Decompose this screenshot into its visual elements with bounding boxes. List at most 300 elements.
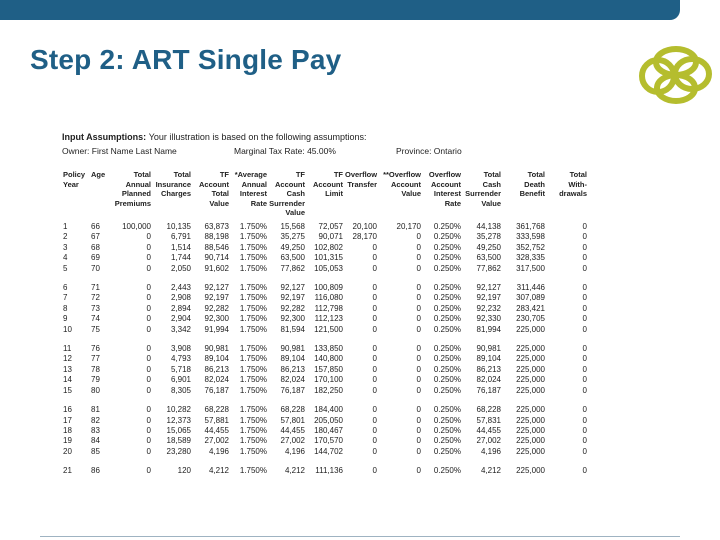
table-cell: 0	[146, 425, 151, 435]
table-cell: 157,850	[314, 364, 343, 374]
table-cell: 0	[582, 405, 587, 415]
table-cell: 1.750%	[239, 466, 267, 476]
table-body	[62, 222, 588, 477]
table-cell: 0	[416, 263, 421, 273]
table-cell: 0	[372, 242, 377, 252]
table-cell: 89,104	[476, 354, 501, 364]
table-cell: 140,800	[314, 354, 343, 364]
table-cell: 184,400	[314, 405, 343, 415]
table-cell: 13	[63, 364, 72, 374]
table-cell: 328,335	[516, 253, 545, 263]
table-cell: 1.750%	[239, 385, 267, 395]
table-cell: 0.250%	[433, 232, 461, 242]
spacer-cell	[62, 457, 588, 466]
table-row	[62, 386, 588, 396]
table-cell: 0	[416, 324, 421, 334]
column-header: Total Cash Surrender Value	[465, 170, 501, 208]
table-row	[62, 447, 588, 457]
table-row	[62, 253, 588, 263]
table-cell: 3,342	[170, 324, 191, 334]
table-cell: 0	[372, 405, 377, 415]
table-cell: 317,500	[516, 263, 545, 273]
table-cell: 0	[146, 314, 151, 324]
table-cell: 0.250%	[433, 446, 461, 456]
table-cell: 91,994	[204, 324, 229, 334]
table-cell: 12,373	[166, 415, 191, 425]
table-cell: 7	[63, 293, 68, 303]
table-cell: 20,100	[352, 222, 377, 231]
table-cell: 1	[63, 222, 68, 231]
table-cell: 225,000	[516, 375, 545, 385]
table-cell: 1.750%	[239, 405, 267, 415]
table-cell: 0	[146, 415, 151, 425]
column-header: Policy Year	[63, 170, 86, 189]
table-cell: 10,135	[166, 222, 191, 231]
table-row	[62, 222, 588, 232]
table-row	[62, 243, 588, 253]
table-row	[62, 283, 588, 293]
table-cell: 0	[416, 232, 421, 242]
table-cell: 20,170	[396, 222, 421, 231]
table-cell: 86,213	[280, 364, 305, 374]
table-cell: 0	[582, 364, 587, 374]
table-cell: 0	[372, 303, 377, 313]
table-cell: 0	[146, 436, 151, 446]
table-row	[62, 416, 588, 426]
table-cell: 0	[146, 253, 151, 263]
table-cell: 49,250	[476, 242, 501, 252]
table-row	[62, 314, 588, 324]
table-cell: 0	[372, 314, 377, 324]
table-cell: 0.250%	[433, 344, 461, 354]
table-cell: 1.750%	[239, 364, 267, 374]
table-cell: 0	[416, 283, 421, 293]
table-cell: 63,873	[204, 222, 229, 231]
table-cell: 0	[146, 405, 151, 415]
table-cell: 71	[91, 283, 100, 293]
table-cell: 90,981	[280, 344, 305, 354]
table-cell: 0.250%	[433, 263, 461, 273]
table-cell: 68,228	[476, 405, 501, 415]
column-header: Total Death Benefit	[519, 170, 545, 198]
table-cell: 1.750%	[239, 446, 267, 456]
table-cell: 0	[372, 253, 377, 263]
table-cell: 27,002	[476, 436, 501, 446]
table-cell: 80	[91, 385, 100, 395]
table-cell: 4,196	[284, 446, 305, 456]
table-cell: 11	[63, 344, 72, 354]
table-cell: 0	[372, 344, 377, 354]
table-cell: 0.250%	[433, 222, 461, 231]
table-cell: 225,000	[516, 405, 545, 415]
table-row	[62, 436, 588, 446]
table-cell: 0.250%	[433, 466, 461, 476]
table-cell: 225,000	[516, 344, 545, 354]
table-cell: 0	[146, 242, 151, 252]
table-cell: 57,831	[476, 415, 501, 425]
column-header: Overflow Account Interest Rate	[428, 170, 461, 208]
table-cell: 27,002	[280, 436, 305, 446]
table-cell: 21	[63, 466, 72, 476]
table-cell: 68	[91, 242, 100, 252]
table-cell: 2	[63, 232, 68, 242]
table-row	[62, 304, 588, 314]
table-cell: 4	[63, 253, 68, 263]
table-cell: 2,908	[170, 293, 191, 303]
assumptions-details	[62, 144, 602, 158]
table-cell: 6,791	[170, 232, 191, 242]
table-cell: 0	[416, 354, 421, 364]
table-cell: 44,455	[280, 425, 305, 435]
table-cell: 170,100	[314, 375, 343, 385]
table-cell: 0	[372, 466, 377, 476]
table-cell: 0	[416, 415, 421, 425]
table-cell: 44,455	[476, 425, 501, 435]
table-cell: 1.750%	[239, 344, 267, 354]
table-cell: 86,213	[476, 364, 501, 374]
table-cell: 90,981	[204, 344, 229, 354]
table-cell: 0	[582, 466, 587, 476]
table-cell: 12	[63, 354, 72, 364]
table-cell: 57,801	[280, 415, 305, 425]
slide-title: Step 2: ART Single Pay	[30, 44, 342, 75]
bottom-divider	[40, 536, 680, 537]
table-cell: 0.250%	[433, 436, 461, 446]
table-cell: 0	[582, 222, 587, 231]
table-cell: 8,305	[170, 385, 191, 395]
table-cell: 1.750%	[239, 375, 267, 385]
table-cell: 70	[91, 263, 100, 273]
table-row	[62, 325, 588, 335]
column-header: TF Account Limit	[313, 170, 343, 198]
table-cell: 0	[416, 436, 421, 446]
table-cell: 4,196	[480, 446, 501, 456]
table-cell: 19	[63, 436, 72, 446]
table-cell: 0	[372, 446, 377, 456]
table-cell: 4,212	[284, 466, 305, 476]
table-cell: 92,330	[476, 314, 501, 324]
table-cell: 0	[582, 303, 587, 313]
table-cell: 225,000	[516, 436, 545, 446]
table-cell: 90,981	[476, 344, 501, 354]
table-cell: 16	[63, 405, 72, 415]
table-cell: 0	[146, 385, 151, 395]
table-cell: 307,089	[516, 293, 545, 303]
table-cell: 92,197	[204, 293, 229, 303]
table-cell: 101,315	[314, 253, 343, 263]
table-cell: 92,197	[476, 293, 501, 303]
table-cell: 0	[582, 242, 587, 252]
green-rings-logo-icon	[636, 40, 720, 110]
table-cell: 0.250%	[433, 242, 461, 252]
table-cell: 100,809	[314, 283, 343, 293]
table-cell: 0	[372, 354, 377, 364]
table-cell: 1.750%	[239, 283, 267, 293]
table-cell: 82,024	[204, 375, 229, 385]
table-cell: 0	[146, 466, 151, 476]
table-cell: 76,187	[280, 385, 305, 395]
table-cell: 0	[582, 324, 587, 334]
table-row	[62, 293, 588, 303]
table-cell: 0.250%	[433, 283, 461, 293]
table-cell: 79	[91, 375, 100, 385]
table-cell: 333,598	[516, 232, 545, 242]
assumptions-heading	[62, 130, 602, 144]
table-cell: 92,127	[280, 283, 305, 293]
table-cell: 0	[146, 283, 151, 293]
table-cell: 0	[416, 344, 421, 354]
table-cell: 0	[582, 436, 587, 446]
table-cell: 1.750%	[239, 354, 267, 364]
table-cell: 105,053	[314, 263, 343, 273]
table-cell: 0	[416, 364, 421, 374]
table-cell: 205,050	[314, 415, 343, 425]
table-cell: 68,228	[280, 405, 305, 415]
table-cell: 283,421	[516, 303, 545, 313]
spacer-cell	[62, 274, 588, 283]
table-row	[62, 375, 588, 385]
table-cell: 0	[146, 303, 151, 313]
table-cell: 0	[372, 364, 377, 374]
table-cell: 92,197	[280, 293, 305, 303]
table-cell: 77,862	[476, 263, 501, 273]
table-cell: 63,500	[476, 253, 501, 263]
table-cell: 1.750%	[239, 303, 267, 313]
table-cell: 0.250%	[433, 303, 461, 313]
table-cell: 88,198	[204, 232, 229, 242]
group-spacer	[62, 396, 588, 405]
table-cell: 1.750%	[239, 314, 267, 324]
owner-name: Owner: First Name Last Name	[62, 146, 177, 156]
table-cell: 90,071	[318, 232, 343, 242]
table-cell: 0.250%	[433, 293, 461, 303]
spacer-cell	[62, 396, 588, 405]
table-cell: 44,138	[476, 222, 501, 231]
table-cell: 1.750%	[239, 415, 267, 425]
table-cell: 182,250	[314, 385, 343, 395]
table-cell: 1.750%	[239, 436, 267, 446]
table-cell: 0	[416, 385, 421, 395]
table-cell: 77,862	[280, 263, 305, 273]
table-cell: 0	[582, 446, 587, 456]
table-cell: 15	[63, 385, 72, 395]
table-cell: 0	[146, 354, 151, 364]
table-cell: 63,500	[280, 253, 305, 263]
table-cell: 66	[91, 222, 100, 231]
table-cell: 0.250%	[433, 324, 461, 334]
table-cell: 81	[91, 405, 100, 415]
table-cell: 0	[416, 425, 421, 435]
table-cell: 0	[416, 446, 421, 456]
table-cell: 85	[91, 446, 100, 456]
assumptions-note: Your illustration is based on the following assumptions:	[148, 132, 367, 142]
table-cell: 4,793	[170, 354, 191, 364]
table-cell: 0.250%	[433, 405, 461, 415]
table-cell: 1.750%	[239, 263, 267, 273]
column-header: *Average Annual Interest Rate	[234, 170, 267, 208]
table-cell: 4,212	[480, 466, 501, 476]
table-cell: 10	[63, 324, 72, 334]
table-cell: 225,000	[516, 446, 545, 456]
table-cell: 311,446	[516, 283, 545, 293]
table-cell: 76,187	[476, 385, 501, 395]
table-cell: 0	[146, 263, 151, 273]
table-cell: 0	[582, 415, 587, 425]
table-cell: 82,024	[280, 375, 305, 385]
table-cell: 0	[416, 242, 421, 252]
table-cell: 2,443	[170, 283, 191, 293]
table-cell: 28,170	[352, 232, 377, 242]
table-cell: 1.750%	[239, 253, 267, 263]
table-cell: 76,187	[204, 385, 229, 395]
table-cell: 15,568	[280, 222, 305, 231]
table-cell: 35,278	[476, 232, 501, 242]
table-row	[62, 354, 588, 364]
table-cell: 116,080	[314, 293, 343, 303]
table-cell: 0.250%	[433, 364, 461, 374]
table-cell: 8	[63, 303, 68, 313]
table-cell: 100,000	[122, 222, 151, 231]
table-cell: 133,850	[314, 344, 343, 354]
table-cell: 112,798	[314, 303, 343, 313]
table-cell: 6	[63, 283, 68, 293]
table-cell: 0	[372, 283, 377, 293]
table-cell: 0	[146, 446, 151, 456]
table-cell: 0	[372, 385, 377, 395]
table-cell: 14	[63, 375, 72, 385]
column-header: Total Annual Planned Premiums	[114, 170, 151, 208]
table-cell: 88,546	[204, 242, 229, 252]
table-cell: 92,300	[280, 314, 305, 324]
table-row	[62, 426, 588, 436]
column-header: Total With- drawals	[559, 170, 587, 198]
table-cell: 84	[91, 436, 100, 446]
table-cell: 0	[416, 314, 421, 324]
table-cell: 2,904	[170, 314, 191, 324]
table-cell: 121,500	[314, 324, 343, 334]
table-cell: 0	[416, 375, 421, 385]
table-cell: 225,000	[516, 354, 545, 364]
table-cell: 72,057	[318, 222, 343, 231]
table-cell: 0.250%	[433, 415, 461, 425]
table-cell: 76	[91, 344, 100, 354]
table-cell: 0.250%	[433, 375, 461, 385]
top-banner	[0, 0, 680, 20]
marginal-tax-rate: Marginal Tax Rate: 45.00%	[234, 146, 336, 156]
table-cell: 0	[146, 364, 151, 374]
table-cell: 5,718	[170, 364, 191, 374]
illustration-sheet	[62, 130, 602, 477]
table-cell: 0.250%	[433, 385, 461, 395]
table-cell: 5	[63, 263, 68, 273]
table-cell: 92,282	[280, 303, 305, 313]
table-cell: 81,994	[476, 324, 501, 334]
table-cell: 86,213	[204, 364, 229, 374]
province: Province: Ontario	[396, 146, 462, 156]
table-cell: 82,024	[476, 375, 501, 385]
illustration-table	[62, 170, 588, 477]
table-cell: 2,050	[170, 263, 191, 273]
table-cell: 49,250	[280, 242, 305, 252]
table-cell: 111,136	[315, 466, 343, 476]
table-cell: 18	[63, 425, 72, 435]
table-header-row	[62, 170, 588, 222]
column-header: Age	[91, 170, 106, 179]
table-cell: 0	[372, 324, 377, 334]
table-cell: 9	[63, 314, 68, 324]
table-cell: 0	[582, 385, 587, 395]
table-cell: 0	[582, 425, 587, 435]
table-cell: 144,702	[314, 446, 343, 456]
table-cell: 67	[91, 232, 100, 242]
table-cell: 6,901	[170, 375, 191, 385]
group-spacer	[62, 335, 588, 344]
table-cell: 361,768	[516, 222, 545, 231]
table-cell: 225,000	[516, 425, 545, 435]
table-cell: 170,570	[314, 436, 343, 446]
table-cell: 0	[372, 425, 377, 435]
table-cell: 0	[582, 375, 587, 385]
table-cell: 0.250%	[433, 253, 461, 263]
table-cell: 92,300	[204, 314, 229, 324]
group-spacer	[62, 457, 588, 466]
table-cell: 73	[91, 303, 100, 313]
table-cell: 75	[91, 324, 100, 334]
table-cell: 83	[91, 425, 100, 435]
table-cell: 77	[91, 354, 100, 364]
table-cell: 69	[91, 253, 100, 263]
table-cell: 225,000	[516, 415, 545, 425]
table-cell: 180,467	[314, 425, 343, 435]
table-cell: 1.750%	[239, 222, 267, 231]
table-cell: 0	[416, 405, 421, 415]
table-cell: 18,589	[166, 436, 191, 446]
table-cell: 91,602	[204, 263, 229, 273]
table-cell: 0	[582, 293, 587, 303]
table-cell: 225,000	[516, 385, 545, 395]
table-cell: 0	[582, 232, 587, 242]
table-cell: 78	[91, 364, 100, 374]
table-cell: 17	[63, 415, 72, 425]
column-header: TF Account Total Value	[199, 170, 229, 208]
table-cell: 0.250%	[433, 314, 461, 324]
table-row	[62, 264, 588, 274]
table-cell: 15,065	[166, 425, 191, 435]
table-cell: 74	[91, 314, 100, 324]
column-header: Total Insurance Charges	[155, 170, 191, 198]
table-cell: 92,232	[476, 303, 501, 313]
table-row	[62, 405, 588, 415]
table-cell: 89,104	[204, 354, 229, 364]
table-cell: 4,196	[208, 446, 229, 456]
table-cell: 4,212	[208, 466, 229, 476]
table-cell: 23,280	[166, 446, 191, 456]
column-header: Overflow Transfer	[345, 170, 378, 189]
table-cell: 225,000	[516, 324, 545, 334]
table-cell: 90,714	[204, 253, 229, 263]
table-cell: 0	[146, 344, 151, 354]
table-cell: 0	[416, 303, 421, 313]
table-cell: 0	[146, 232, 151, 242]
table-cell: 1,514	[170, 242, 191, 252]
table-cell: 0	[416, 466, 421, 476]
table-cell: 81,594	[280, 324, 305, 334]
table-cell: 0.250%	[433, 354, 461, 364]
table-cell: 2,894	[170, 303, 191, 313]
table-cell: 0	[582, 253, 587, 263]
table-cell: 1.750%	[239, 242, 267, 252]
table-cell: 102,802	[314, 242, 343, 252]
